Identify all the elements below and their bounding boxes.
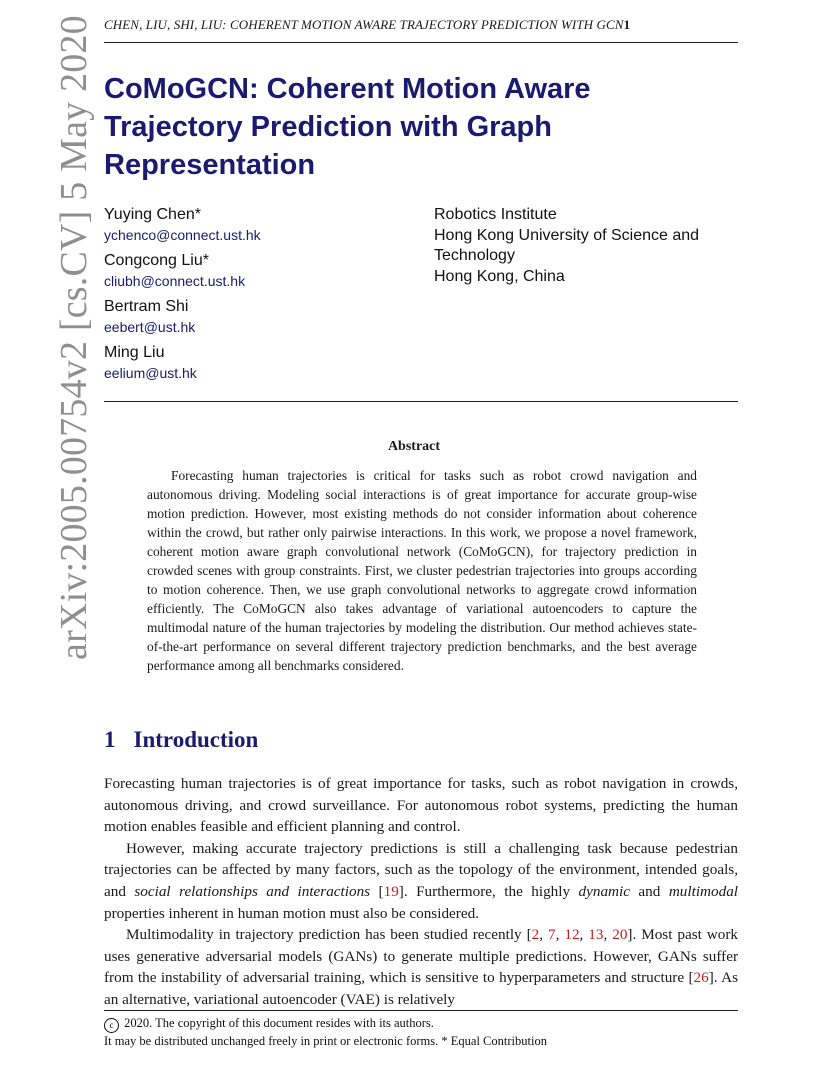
author-email[interactable]: ychenco@connect.ust.hk bbox=[104, 227, 261, 243]
paragraph bbox=[104, 838, 738, 924]
affiliation-line: Hong Kong, China bbox=[434, 267, 565, 285]
copyright-text: 2020. The copyright of this document resides with its authors. bbox=[124, 1016, 434, 1030]
running-head-text: CHEN, LIU, SHI, LIU: COHERENT MOTION AWARE TRAJECTORY PREDICTION WITH GCN bbox=[104, 17, 624, 32]
body-text bbox=[104, 773, 738, 1011]
affiliation-line: Robotics Institute bbox=[434, 206, 557, 223]
header-divider bbox=[104, 401, 738, 402]
text-run: ]. Furthermore, the highly bbox=[398, 882, 579, 900]
copyright-icon: c bbox=[104, 1018, 119, 1033]
emphasis: dynamic bbox=[578, 882, 630, 900]
citation-link[interactable]: 26 bbox=[693, 969, 709, 987]
paragraph: Forecasting human trajectories is of great importance for tasks, such as robot navigation in crowds, autonomous driving, and crowd surveillance. For autonomous robot systems, predicting the human motion enables feasible and efficient planning and control. bbox=[104, 775, 738, 836]
text-run: Multimodality in trajectory prediction has been studied recently [ bbox=[126, 926, 532, 944]
author-name: Ming Liu bbox=[104, 344, 165, 361]
abstract-text: Forecasting human trajectories is critical for tasks such as robot crowd navigation and autonomous driving. Modeling social interactions is of great importance for accurate group-wise motion prediction. However, most existing methods do not consider information about coherence within the crowd, but rather only pairwise interactions. In this work, we propose a novel framework, coherent motion aware graph convolutional network (CoMoGCN), for trajectory prediction in crowded scenes with group constraints. First, we cluster pedestrian trajectories into groups according to motion coherence. Then, we use graph convolutional networks to aggregate crowd information efficiently. The CoMoGCN also takes advantage of variational autoencoders to capture the multimodal nature of the human trajectories by modeling the distribution. Our method achieves state-of-the-art performance on several different trajectory prediction benchmarks, and the best average performance among all benchmarks considered. bbox=[147, 468, 697, 673]
text-run: However, making accurate trajectory predictions is still a challenging task because pedestrian trajectories can be affected by many factors, such as the topology of the environment, intended goals, and bbox=[104, 839, 738, 900]
text-run: properties inherent in human motion must also be considered. bbox=[104, 904, 479, 922]
arxiv-stamp: arXiv:2005.00754v2 [cs.CV] 5 May 2020 bbox=[53, 15, 95, 660]
abstract-heading: Abstract bbox=[387, 439, 441, 454]
citation-link[interactable]: 20 bbox=[612, 926, 628, 944]
citation-link[interactable]: 19 bbox=[383, 882, 399, 900]
citation-link[interactable]: 7 bbox=[548, 926, 556, 944]
footnote-line bbox=[104, 1015, 547, 1033]
text-run: ]. Most past work uses generative adversarial models (GANs) to generate multiple predictions. However, GANs suffer from the instability of adversarial training, which is sensitive to hyperparameters and structure [ bbox=[104, 926, 739, 987]
citation-link[interactable]: 12 bbox=[564, 926, 580, 944]
author-name: Bertram Shi bbox=[104, 298, 189, 315]
text-run: [ bbox=[370, 882, 384, 900]
section-heading bbox=[104, 727, 258, 753]
author bbox=[104, 205, 261, 245]
section-title: Introduction bbox=[133, 727, 259, 752]
running-head bbox=[104, 17, 738, 33]
author-email[interactable]: eebert@ust.hk bbox=[104, 319, 196, 335]
author-list bbox=[104, 205, 261, 389]
paper-title: CoMoGCN: Coherent Motion Aware Trajectory Prediction with Graph Representation bbox=[104, 73, 591, 181]
author-name: Yuying Chen* bbox=[104, 206, 201, 223]
section-number: 1 bbox=[104, 727, 116, 752]
author bbox=[104, 251, 261, 291]
page-number: 1 bbox=[623, 17, 631, 32]
footnote bbox=[104, 1015, 547, 1050]
header-rule bbox=[104, 42, 738, 43]
emphasis: social relationships and interactions bbox=[134, 882, 371, 900]
affiliation-line: Hong Kong University of Science and bbox=[434, 226, 700, 244]
affiliation bbox=[434, 205, 699, 287]
footnote-line: It may be distributed unchanged freely in print or electronic forms. * Equal Contribution bbox=[104, 1034, 547, 1048]
citation-link[interactable]: 2 bbox=[531, 926, 540, 944]
author-email[interactable]: cliubh@connect.ust.hk bbox=[104, 273, 246, 289]
author-email[interactable]: eelium@ust.hk bbox=[104, 365, 197, 381]
paragraph: Multimodality in trajectory prediction has been studied recently [2, 7, 12, 13, 20]. Most past work uses generative adversarial models (GANs) to generate multiple predictions. However, GANs suffer from the instability of adversarial training, which is sensitive to hyperparameters and structure [26]. As an alternative, variational autoencoder (VAE) is relatively bbox=[104, 926, 739, 1008]
affiliation-line: Technology bbox=[434, 247, 515, 264]
author bbox=[104, 297, 261, 337]
text-run: ]. As an alternative, variational autoencoder (VAE) is relatively bbox=[104, 969, 738, 1008]
text-run: and bbox=[629, 882, 669, 900]
author bbox=[104, 343, 261, 383]
emphasis: multimodal bbox=[668, 882, 739, 900]
citation-link[interactable]: 13 bbox=[588, 926, 604, 944]
footnote-rule bbox=[104, 1010, 738, 1011]
author-name: Congcong Liu* bbox=[104, 252, 209, 269]
